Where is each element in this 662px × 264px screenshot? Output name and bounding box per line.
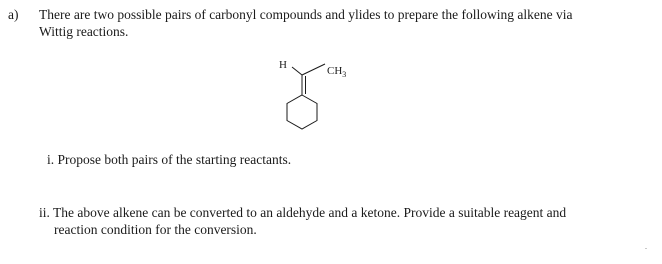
sub-question-i: i. Propose both pairs of the starting reactants. bbox=[47, 152, 292, 167]
sub-question-ii-line-1: ii. The above alkene can be converted to an aldehyde and a ketone. Provide a suitable reagent and bbox=[39, 205, 567, 220]
alkene-structure bbox=[270, 52, 380, 142]
methyl-bond bbox=[302, 64, 325, 75]
label-ch: CH bbox=[327, 65, 343, 77]
sub-question-ii bbox=[39, 204, 639, 238]
label-h: H bbox=[279, 59, 287, 71]
sub-question-ii-line-2: reaction condition for the conversion. bbox=[54, 222, 257, 237]
question-part-label: a) bbox=[8, 7, 19, 22]
question-text bbox=[39, 6, 639, 40]
label-ch3 bbox=[327, 65, 346, 79]
question-line-1: There are two possible pairs of carbonyl compounds and ylides to prepare the following alkene via bbox=[39, 7, 573, 22]
question-line-2: Wittig reactions. bbox=[39, 24, 129, 39]
stray-mark bbox=[645, 248, 647, 249]
h-bond bbox=[292, 67, 302, 75]
cyclohexane-ring bbox=[287, 95, 317, 129]
label-ch-subscript: 3 bbox=[342, 70, 347, 79]
